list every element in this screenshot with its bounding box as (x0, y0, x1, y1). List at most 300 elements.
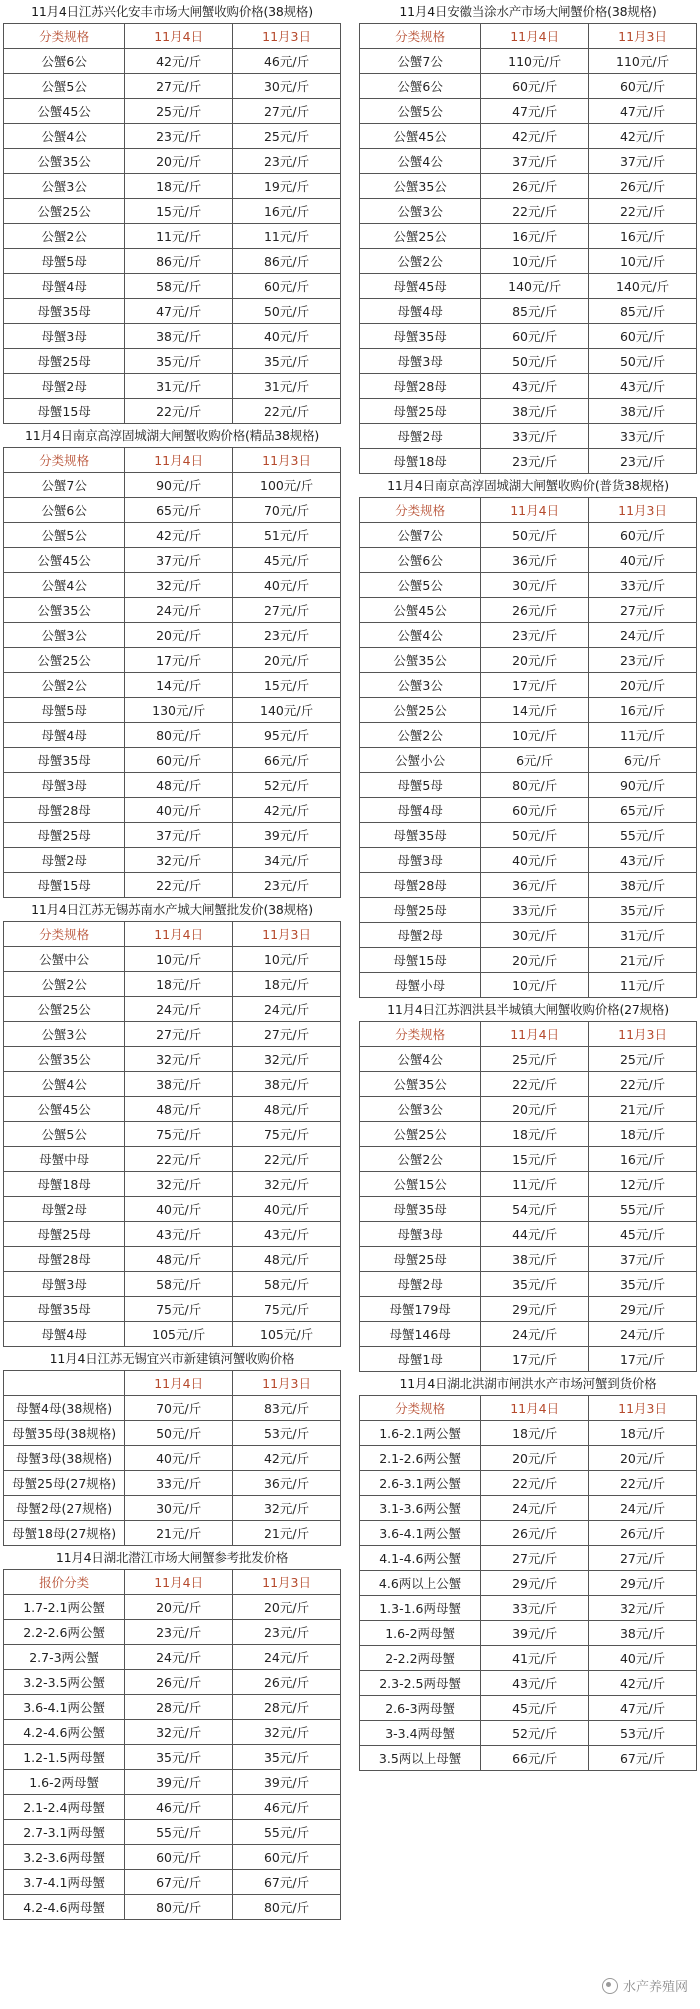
spec-cell: 公蟹2公 (4, 972, 125, 997)
price-cell: 55元/斤 (589, 1197, 697, 1222)
price-cell: 60元/斤 (481, 798, 589, 823)
price-table (3, 1370, 341, 1546)
spec-cell: 4.1-4.6两公蟹 (360, 1546, 481, 1571)
price-cell: 23元/斤 (125, 124, 233, 149)
spec-cell: 母蟹179母 (360, 1297, 481, 1322)
price-block (3, 1546, 341, 1920)
table-row (4, 249, 341, 274)
table-row (360, 299, 697, 324)
price-cell: 100元/斤 (233, 473, 341, 498)
header-cell: 11月4日 (125, 922, 233, 947)
price-cell: 16元/斤 (481, 224, 589, 249)
price-cell: 17元/斤 (481, 1347, 589, 1372)
price-cell: 60元/斤 (589, 523, 697, 548)
price-table (359, 497, 697, 998)
table-row (360, 399, 697, 424)
spec-cell: 公蟹25公 (4, 997, 125, 1022)
price-cell: 52元/斤 (233, 773, 341, 798)
table-header-row (360, 24, 697, 49)
price-cell: 33元/斤 (125, 1471, 233, 1496)
spec-cell: 公蟹3公 (360, 199, 481, 224)
spec-cell: 母蟹15母 (4, 873, 125, 898)
table-row (4, 99, 341, 124)
block-title: 11月4日安徽当涂水产市场大闸蟹价格(38规格) (399, 4, 657, 19)
watermark-text: 水产养殖网 (622, 1980, 688, 1995)
table-row (360, 1322, 697, 1347)
price-cell: 42元/斤 (589, 124, 697, 149)
price-cell: 20元/斤 (481, 948, 589, 973)
table-row (360, 74, 697, 99)
price-cell: 26元/斤 (481, 1521, 589, 1546)
price-cell: 18元/斤 (589, 1421, 697, 1446)
price-cell: 23元/斤 (481, 623, 589, 648)
table-row (360, 698, 697, 723)
price-cell: 15元/斤 (125, 199, 233, 224)
price-cell: 43元/斤 (589, 374, 697, 399)
spec-cell: 1.6-2.1两公蟹 (360, 1421, 481, 1446)
price-cell: 80元/斤 (125, 1895, 233, 1920)
spec-cell: 公蟹3公 (4, 174, 125, 199)
price-cell: 140元/斤 (481, 274, 589, 299)
table-row (360, 174, 697, 199)
price-cell: 130元/斤 (125, 698, 233, 723)
price-cell: 23元/斤 (589, 449, 697, 474)
table-row (360, 573, 697, 598)
table-row (360, 1571, 697, 1596)
table-row (4, 74, 341, 99)
price-cell: 28元/斤 (233, 1695, 341, 1720)
spec-cell: 母蟹4母 (360, 798, 481, 823)
table-row (360, 648, 697, 673)
spec-cell: 母蟹25母 (360, 1247, 481, 1272)
price-cell: 45元/斤 (233, 548, 341, 573)
price-cell: 65元/斤 (589, 798, 697, 823)
table-row (4, 1820, 341, 1845)
price-cell: 85元/斤 (481, 299, 589, 324)
table-row (4, 1670, 341, 1695)
price-cell: 14元/斤 (481, 698, 589, 723)
spec-cell: 母蟹18母 (4, 1172, 125, 1197)
price-cell: 31元/斤 (125, 374, 233, 399)
price-cell: 58元/斤 (125, 1272, 233, 1297)
spec-cell: 母蟹2母(27规格) (4, 1496, 125, 1521)
header-cell: 11月3日 (589, 1022, 697, 1047)
table-row (4, 873, 341, 898)
price-block (3, 898, 341, 1347)
table-row (360, 623, 697, 648)
spec-cell: 3.6-4.1两公蟹 (360, 1521, 481, 1546)
table-row (4, 1845, 341, 1870)
price-cell: 48元/斤 (125, 1247, 233, 1272)
price-cell: 11元/斤 (233, 224, 341, 249)
spec-cell: 公蟹45公 (360, 124, 481, 149)
spec-cell: 公蟹25公 (360, 1122, 481, 1147)
spec-cell: 公蟹45公 (4, 99, 125, 124)
table-row (360, 1122, 697, 1147)
table-row (4, 224, 341, 249)
spec-cell: 公蟹35公 (360, 648, 481, 673)
table-row (4, 773, 341, 798)
table-row (4, 1745, 341, 1770)
spec-cell: 公蟹6公 (360, 74, 481, 99)
price-cell: 37元/斤 (589, 149, 697, 174)
price-cell: 70元/斤 (125, 1396, 233, 1421)
price-cell: 22元/斤 (125, 873, 233, 898)
table-row (4, 1895, 341, 1920)
price-cell: 50元/斤 (481, 523, 589, 548)
spec-cell: 2.6-3.1两公蟹 (360, 1471, 481, 1496)
table-row (360, 1621, 697, 1646)
spec-cell: 公蟹中公 (4, 947, 125, 972)
table-row (4, 1072, 341, 1097)
spec-cell: 公蟹35公 (4, 1047, 125, 1072)
wechat-bubble-icon (602, 1978, 618, 1994)
price-cell: 24元/斤 (233, 1645, 341, 1670)
price-cell: 86元/斤 (233, 249, 341, 274)
table-row (360, 1746, 697, 1771)
spec-cell: 母蟹2母 (4, 374, 125, 399)
price-cell: 35元/斤 (125, 1745, 233, 1770)
table-row (360, 1222, 697, 1247)
spec-cell: 母蟹4母 (4, 1322, 125, 1347)
spec-cell: 1.2-1.5两母蟹 (4, 1745, 125, 1770)
price-block (359, 474, 697, 998)
header-cell: 分类规格 (360, 498, 481, 523)
block-title: 11月4日南京高淳固城湖大闸蟹收购价格(精品38规格) (24, 428, 320, 443)
table-header-row (4, 922, 341, 947)
price-cell: 23元/斤 (125, 1620, 233, 1645)
table-row (360, 1696, 697, 1721)
price-cell: 33元/斤 (589, 573, 697, 598)
price-cell: 19元/斤 (233, 174, 341, 199)
price-cell: 27元/斤 (125, 1022, 233, 1047)
spec-cell: 3.2-3.6两母蟹 (4, 1845, 125, 1870)
spec-cell: 母蟹2母 (4, 848, 125, 873)
price-cell: 25元/斤 (233, 124, 341, 149)
price-cell: 110元/斤 (481, 49, 589, 74)
table-row (4, 723, 341, 748)
price-cell: 38元/斤 (125, 324, 233, 349)
price-cell: 42元/斤 (233, 798, 341, 823)
header-cell: 11月3日 (589, 24, 697, 49)
price-cell: 47元/斤 (125, 299, 233, 324)
spec-cell: 公蟹3公 (4, 623, 125, 648)
price-cell: 60元/斤 (233, 1845, 341, 1870)
spec-cell: 母蟹25母 (4, 823, 125, 848)
price-cell: 42元/斤 (233, 1446, 341, 1471)
price-cell: 32元/斤 (125, 848, 233, 873)
price-cell: 6元/斤 (481, 748, 589, 773)
price-cell: 22元/斤 (589, 1471, 697, 1496)
table-row (360, 424, 697, 449)
spec-cell: 公蟹5公 (360, 573, 481, 598)
price-cell: 20元/斤 (481, 1446, 589, 1471)
spec-cell: 公蟹2公 (360, 1147, 481, 1172)
price-cell: 15元/斤 (481, 1147, 589, 1172)
price-cell: 95元/斤 (233, 723, 341, 748)
price-cell: 20元/斤 (481, 648, 589, 673)
price-cell: 32元/斤 (233, 1047, 341, 1072)
price-cell: 20元/斤 (589, 1446, 697, 1471)
price-cell: 24元/斤 (125, 598, 233, 623)
table-row (4, 349, 341, 374)
price-block (359, 998, 697, 1372)
price-cell: 66元/斤 (233, 748, 341, 773)
price-cell: 32元/斤 (125, 1172, 233, 1197)
price-cell: 21元/斤 (589, 948, 697, 973)
price-cell: 32元/斤 (233, 1720, 341, 1745)
table-row (4, 1521, 341, 1546)
spec-cell: 母蟹28母 (360, 873, 481, 898)
price-cell: 25元/斤 (125, 99, 233, 124)
price-cell: 25元/斤 (589, 1047, 697, 1072)
price-cell: 26元/斤 (481, 174, 589, 199)
table-row (4, 1396, 341, 1421)
price-cell: 18元/斤 (481, 1122, 589, 1147)
table-row (360, 598, 697, 623)
header-cell: 分类规格 (4, 448, 125, 473)
spec-cell: 2.7-3两公蟹 (4, 1645, 125, 1670)
spec-cell: 公蟹5公 (360, 99, 481, 124)
table-row (360, 1671, 697, 1696)
price-block (3, 0, 341, 424)
table-row (360, 274, 697, 299)
price-table (3, 1569, 341, 1920)
price-cell: 43元/斤 (481, 374, 589, 399)
spec-cell: 母蟹15母 (360, 948, 481, 973)
table-row (360, 748, 697, 773)
price-cell: 60元/斤 (589, 324, 697, 349)
spec-cell: 母蟹1母 (360, 1347, 481, 1372)
price-table (359, 23, 697, 474)
table-row (4, 274, 341, 299)
spec-cell: 2.1-2.4两母蟹 (4, 1795, 125, 1820)
table-row (360, 1521, 697, 1546)
price-cell: 75元/斤 (125, 1122, 233, 1147)
table-row (4, 1122, 341, 1147)
header-cell: 11月4日 (481, 498, 589, 523)
price-cell: 33元/斤 (481, 424, 589, 449)
spec-cell: 公蟹2公 (4, 224, 125, 249)
price-cell: 40元/斤 (589, 1646, 697, 1671)
header-cell: 11月3日 (233, 1371, 341, 1396)
price-table (3, 921, 341, 1347)
price-cell: 29元/斤 (481, 1571, 589, 1596)
table-row (4, 848, 341, 873)
spec-cell: 母蟹中母 (4, 1147, 125, 1172)
price-cell: 46元/斤 (125, 1795, 233, 1820)
price-block (3, 424, 341, 898)
header-cell: 11月4日 (481, 24, 589, 49)
price-cell: 33元/斤 (481, 898, 589, 923)
price-cell: 80元/斤 (233, 1895, 341, 1920)
table-row (4, 548, 341, 573)
price-cell: 42元/斤 (481, 124, 589, 149)
table-row (4, 698, 341, 723)
price-cell: 39元/斤 (233, 1770, 341, 1795)
price-cell: 21元/斤 (589, 1097, 697, 1122)
price-cell: 38元/斤 (589, 1621, 697, 1646)
price-cell: 20元/斤 (481, 1097, 589, 1122)
spec-cell: 公蟹35公 (4, 149, 125, 174)
price-table (3, 23, 341, 424)
table-row (360, 1421, 697, 1446)
right-column (359, 0, 697, 1771)
price-block (3, 1347, 341, 1546)
spec-cell: 3.7-4.1两母蟹 (4, 1870, 125, 1895)
spec-cell: 2.3-2.5两母蟹 (360, 1671, 481, 1696)
price-cell: 67元/斤 (589, 1746, 697, 1771)
table-row (4, 648, 341, 673)
price-cell: 30元/斤 (125, 1496, 233, 1521)
spec-cell: 公蟹25公 (4, 199, 125, 224)
price-cell: 40元/斤 (589, 548, 697, 573)
price-cell: 65元/斤 (125, 498, 233, 523)
price-cell: 46元/斤 (233, 1795, 341, 1820)
block-title: 11月4日江苏无锡苏南水产城大闸蟹批发价(38规格) (31, 902, 313, 917)
price-cell: 15元/斤 (233, 673, 341, 698)
header-cell: 11月4日 (125, 1570, 233, 1595)
table-row (360, 1347, 697, 1372)
price-cell: 54元/斤 (481, 1197, 589, 1222)
header-cell: 分类规格 (4, 922, 125, 947)
spec-cell: 母蟹18母 (360, 449, 481, 474)
spec-cell: 公蟹35公 (360, 174, 481, 199)
table-row (4, 1097, 341, 1122)
spec-cell: 3.5两以上母蟹 (360, 1746, 481, 1771)
table-row (4, 49, 341, 74)
price-cell: 12元/斤 (589, 1172, 697, 1197)
spec-cell: 母蟹35母 (4, 1297, 125, 1322)
price-cell: 11元/斤 (589, 973, 697, 998)
price-cell: 24元/斤 (589, 623, 697, 648)
table-row (360, 349, 697, 374)
price-cell: 32元/斤 (233, 1172, 341, 1197)
table-row (4, 623, 341, 648)
table-row (360, 1272, 697, 1297)
block-title: 11月4日湖北潜江市场大闸蟹参考批发价格 (55, 1550, 289, 1565)
price-cell: 36元/斤 (233, 1471, 341, 1496)
price-cell: 23元/斤 (233, 873, 341, 898)
spec-cell: 母蟹4母 (4, 723, 125, 748)
price-cell: 40元/斤 (233, 1197, 341, 1222)
price-cell: 35元/斤 (233, 349, 341, 374)
spec-cell: 母蟹2母 (360, 923, 481, 948)
table-row (360, 723, 697, 748)
table-row (360, 1047, 697, 1072)
table-row (4, 1147, 341, 1172)
price-cell: 43元/斤 (589, 848, 697, 873)
table-row (360, 1172, 697, 1197)
spec-cell: 公蟹2公 (360, 723, 481, 748)
header-cell: 11月3日 (233, 448, 341, 473)
table-row (4, 199, 341, 224)
table-row (360, 673, 697, 698)
price-cell: 10元/斤 (481, 723, 589, 748)
price-cell: 10元/斤 (233, 947, 341, 972)
spec-cell: 母蟹2母 (360, 1272, 481, 1297)
header-cell: 11月4日 (125, 1371, 233, 1396)
table-row (4, 299, 341, 324)
price-cell: 48元/斤 (233, 1097, 341, 1122)
price-cell: 38元/斤 (589, 399, 697, 424)
price-cell: 43元/斤 (125, 1222, 233, 1247)
price-cell: 51元/斤 (233, 523, 341, 548)
price-cell: 30元/斤 (481, 573, 589, 598)
price-cell: 11元/斤 (481, 1172, 589, 1197)
price-cell: 26元/斤 (233, 1670, 341, 1695)
table-row (4, 1297, 341, 1322)
price-cell: 42元/斤 (589, 1671, 697, 1696)
spec-cell: 母蟹5母 (4, 698, 125, 723)
spec-cell: 1.7-2.1两公蟹 (4, 1595, 125, 1620)
price-cell: 60元/斤 (125, 748, 233, 773)
price-cell: 43元/斤 (481, 1671, 589, 1696)
spec-cell: 母蟹小母 (360, 973, 481, 998)
spec-cell: 公蟹3公 (360, 673, 481, 698)
table-header-row (4, 1570, 341, 1595)
table-row (4, 1172, 341, 1197)
spec-cell: 母蟹3母 (360, 848, 481, 873)
price-cell: 16元/斤 (589, 698, 697, 723)
header-cell: 11月3日 (589, 498, 697, 523)
price-cell: 42元/斤 (125, 49, 233, 74)
price-cell: 70元/斤 (233, 498, 341, 523)
table-row (4, 1645, 341, 1670)
spec-cell: 母蟹35母(38规格) (4, 1421, 125, 1446)
price-cell: 26元/斤 (481, 598, 589, 623)
price-cell: 37元/斤 (481, 149, 589, 174)
table-row (4, 1272, 341, 1297)
spec-cell: 母蟹3母(38规格) (4, 1446, 125, 1471)
table-row (4, 1022, 341, 1047)
price-cell: 48元/斤 (125, 773, 233, 798)
spec-cell: 公蟹3公 (4, 1022, 125, 1047)
spec-cell: 母蟹3母 (360, 349, 481, 374)
price-cell: 16元/斤 (233, 199, 341, 224)
price-cell: 23元/斤 (233, 149, 341, 174)
table-row (360, 848, 697, 873)
spec-cell: 母蟹25母 (360, 898, 481, 923)
spec-cell: 公蟹4公 (360, 623, 481, 648)
price-cell: 140元/斤 (233, 698, 341, 723)
price-cell: 37元/斤 (589, 1247, 697, 1272)
price-cell: 50元/斤 (125, 1421, 233, 1446)
price-cell: 40元/斤 (125, 798, 233, 823)
table-row (4, 947, 341, 972)
price-cell: 44元/斤 (481, 1222, 589, 1247)
table-row (4, 1322, 341, 1347)
table-row (4, 1795, 341, 1820)
price-cell: 24元/斤 (125, 1645, 233, 1670)
price-cell: 33元/斤 (589, 424, 697, 449)
price-cell: 26元/斤 (125, 1670, 233, 1695)
table-row (360, 149, 697, 174)
price-cell: 22元/斤 (589, 199, 697, 224)
table-row (360, 973, 697, 998)
price-cell: 60元/斤 (125, 1845, 233, 1870)
table-row (4, 598, 341, 623)
table-row (360, 1197, 697, 1222)
price-cell: 20元/斤 (125, 623, 233, 648)
price-cell: 86元/斤 (125, 249, 233, 274)
price-cell: 90元/斤 (589, 773, 697, 798)
spec-cell: 公蟹45公 (4, 1097, 125, 1122)
spec-cell: 2.6-3两母蟹 (360, 1696, 481, 1721)
price-cell: 23元/斤 (233, 623, 341, 648)
price-cell: 23元/斤 (233, 1620, 341, 1645)
price-cell: 28元/斤 (125, 1695, 233, 1720)
